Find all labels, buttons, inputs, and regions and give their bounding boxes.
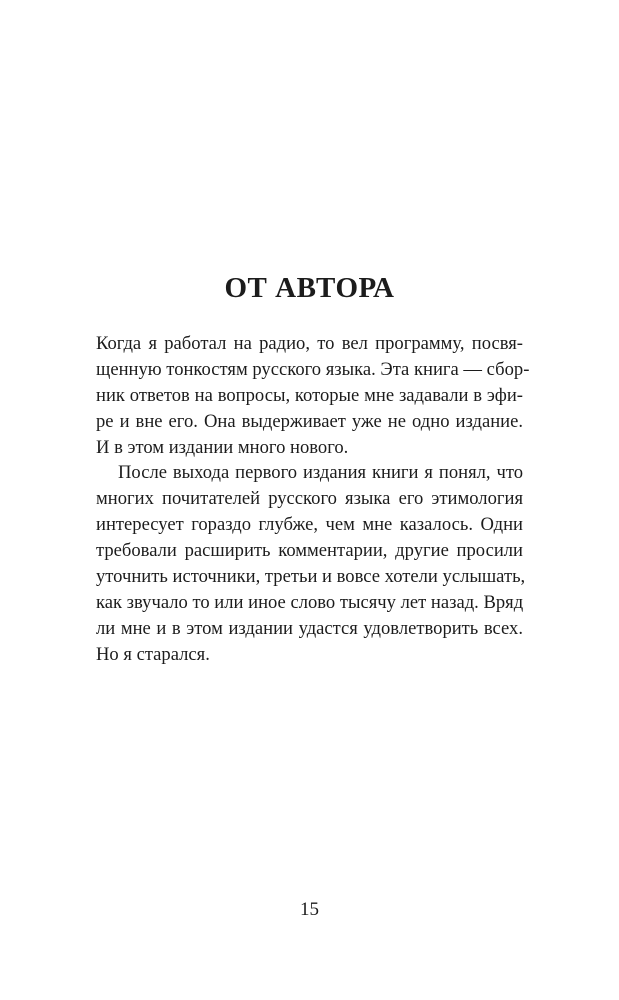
paragraph-2-line-2: многих почитателей русского языка его этимология	[96, 488, 523, 510]
paragraph-1-line-4: ре и вне его. Она выдерживает уже не одно издание.	[96, 410, 523, 432]
paragraph-2-line-6: как звучало то или иное слово тысячу лет назад. Вряд	[96, 591, 524, 613]
paragraph-1-line-3: ник ответов на вопросы, которые мне задавали в эфи-	[96, 384, 523, 406]
paragraph-1-line-1: Когда я работал на радио, то вел программу, посвя-	[96, 333, 523, 354]
chapter-heading: ОТ АВТОРА	[224, 272, 395, 304]
paragraph-2-line-8: Но я старался.	[96, 643, 210, 665]
paragraph-1-line-2: щенную тонкостям русского языка. Эта книга — сбор-	[96, 358, 530, 380]
paragraph-2-line-7: ли мне и в этом издании удастся удовлетворить всех.	[96, 617, 523, 639]
paragraph-2-line-3: интересует гораздо глубже, чем мне казалось. Одни	[96, 514, 523, 536]
page-number: 15	[300, 899, 319, 920]
paragraph-2-line-1: После выхода первого издания книги я понял, что	[118, 462, 523, 484]
paragraph-2-line-4: требовали расширить комментарии, другие просили	[96, 540, 523, 562]
paragraph-2-line-5: уточнить источники, третьи и вовсе хотели услышать,	[96, 566, 526, 588]
paragraph-1-line-5: И в этом издании много нового.	[96, 436, 349, 458]
text-body	[96, 331, 530, 668]
